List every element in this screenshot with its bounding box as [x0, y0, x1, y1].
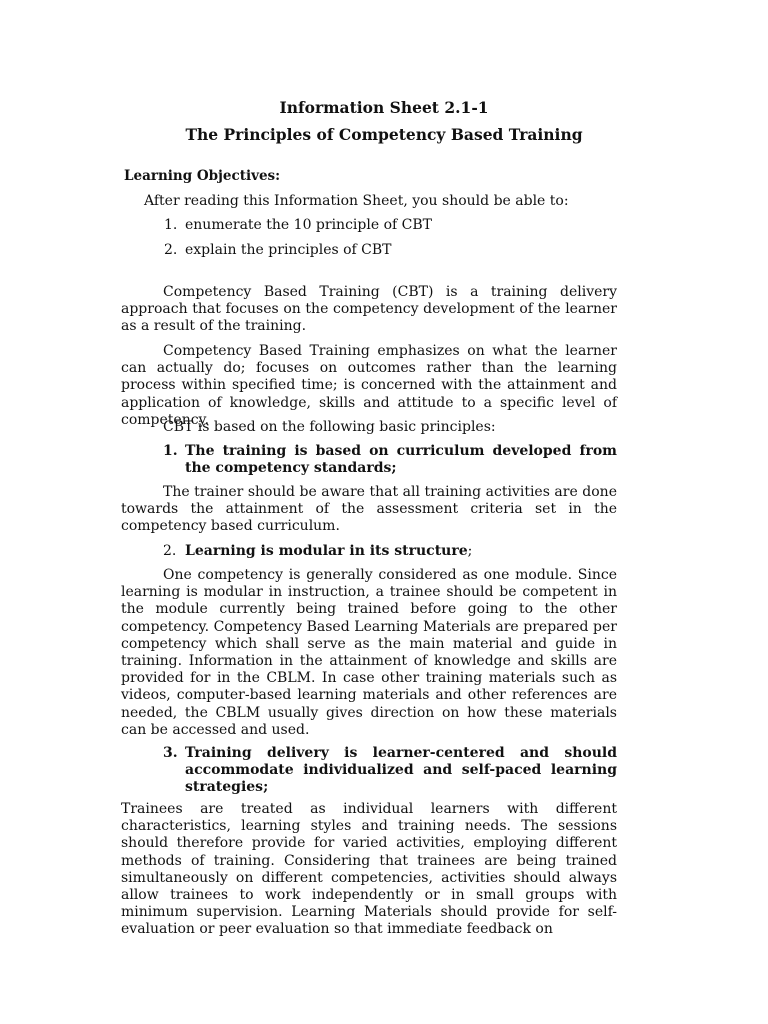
document-subtitle: The Principles of Competency Based Training: [185, 125, 583, 144]
document-title: Information Sheet 2.1-1: [279, 98, 489, 117]
principle-number: 2.: [163, 543, 177, 559]
principle-title-suffix: ;: [467, 543, 473, 559]
paragraph-basic-principles-intro: CBT is based on the following basic principles:: [163, 419, 496, 435]
objective-text: explain the principles of CBT: [185, 242, 392, 258]
objective-text: enumerate the 10 principle of CBT: [185, 217, 432, 233]
principle-title-text: Learning is modular in its structure: [185, 543, 468, 559]
principle-body: One competency is generally considered as one module. Since learning is modular in instruction, a trainee should be competent in the module currently being trained before going to the other competency. Competency Based Learning Materials are prepared per competency which shall serve as the main material and guide in training. Information in the attainment of knowledge and skills are provided for in the CBLM. In case other training materials such as videos, computer-based learning materials and other references are needed, the CBLM usually gives direction on how these materials can be accessed and used.: [121, 567, 617, 738]
objectives-intro: After reading this Information Sheet, you should be able to:: [144, 193, 569, 209]
principle-body: Trainees are treated as individual learners with different characteristics, learning styles and training needs. The sessions should therefore provide for varied activities, employing different methods of training. Considering that trainees are being trained simultaneously on different competencies, activities should always allow trainees to work independently or in small groups with minimum supervision. Learning Materials should provide for self-evaluation or peer evaluation so that immediate feedback on: [121, 801, 617, 938]
objective-number: 2.: [164, 242, 178, 258]
principle-body: The trainer should be aware that all training activities are done towards the attainment of the assessment criteria set in the competency based curriculum.: [121, 484, 617, 535]
objectives-heading: Learning Objectives:: [124, 168, 281, 184]
principle-heading: [163, 745, 617, 797]
objective-number: 1.: [164, 217, 178, 233]
principle-heading: [163, 443, 617, 477]
principle-number: 3.: [163, 745, 178, 761]
principle-title: [185, 543, 617, 560]
principle-number: 1.: [163, 443, 178, 459]
principle-title-text: Training delivery is learner-centered and should accommodate individualized and self-paced learning strategies;: [185, 745, 617, 796]
objective-item: [164, 217, 432, 233]
paragraph-cbt-emphasis: Competency Based Training emphasizes on what the learner can actually do; focuses on outcomes rather than the learning process within specified time; is concerned with the attainment and application of knowledge, skills and attitude to a specific level of competency.: [121, 343, 617, 428]
objective-item: [164, 242, 392, 258]
principle-title-text: The training is based on curriculum developed from the competency standards;: [185, 443, 617, 477]
paragraph-cbt-definition: Competency Based Training (CBT) is a training delivery approach that focuses on the competency development of the learner as a result of the training.: [121, 284, 617, 335]
principle-title: [185, 745, 617, 797]
principle-title: [185, 443, 617, 477]
principle-heading: [163, 543, 617, 560]
